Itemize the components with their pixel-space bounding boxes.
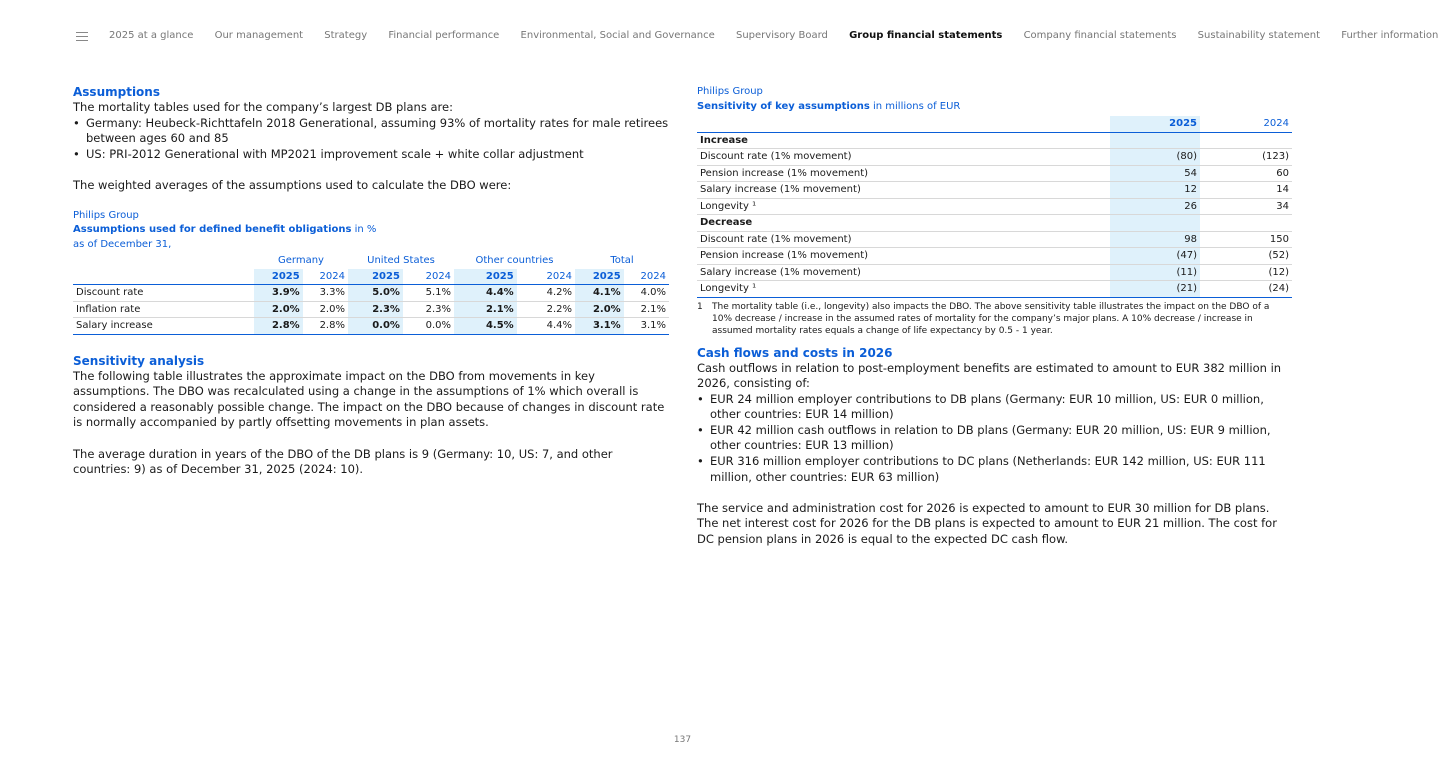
left-column <box>73 85 669 478</box>
group-header-germany: Germany <box>278 255 324 267</box>
table-row: Discount rate (1% movement) (80) (123) <box>697 149 1292 166</box>
list-item: • US: PRI-2012 Generational with MP2021 improvement scale + white collar adjustment <box>73 147 669 163</box>
list-item: • Germany: Heubeck-Richttafeln 2018 Generational, assuming 93% of mortality rates for male retirees between ages 60 and 85 <box>73 116 669 147</box>
nav-item-strategy[interactable]: Strategy <box>324 30 368 41</box>
nav-item-supervisory-board[interactable]: Supervisory Board <box>735 30 828 41</box>
table-row: Salary increase (1% movement) (11) (12) <box>697 264 1292 281</box>
year-header: 2024 <box>517 269 575 285</box>
weighted-averages-text: The weighted averages of the assumptions used to calculate the DBO were: <box>73 177 512 192</box>
footnote-text: The mortality table (i.e., longevity) also impacts the DBO. The above sensitivity table illustrates the impact on the DBO of a 10% decrease / increase in the assumed rates of mortality for the company’s major plans. A 10% decrease / increase in assumed mortality rates equals a change of life expectancy by 0.5 - 1 year. <box>712 301 1270 336</box>
nav-items <box>109 30 1456 41</box>
decrease-label: Decrease <box>697 215 1110 232</box>
year-header: 2024 <box>303 269 348 285</box>
right-column <box>697 85 1292 548</box>
cashflows-heading: Cash flows and costs in 2026 <box>697 345 893 360</box>
year-header: 2024 <box>1200 116 1292 132</box>
list-item: • EUR 316 million employer contributions to DC plans (Netherlands: EUR 142 million, US: EUR 111 million, other countries: EUR 63 million) <box>697 454 1292 485</box>
table-row: Inflation rate 2.0% 2.0% 2.3% 2.3% 2.1% 2.2% 2.0% 2.1% <box>73 301 669 318</box>
nav-item-sustainability-statement[interactable]: Sustainability statement <box>1197 30 1321 41</box>
table-row: Discount rate (1% movement) 98 150 <box>697 231 1292 248</box>
top-navigation <box>0 26 1439 50</box>
page-number: 137 <box>673 735 692 745</box>
year-header: 2024 <box>403 269 454 285</box>
year-header: 2025 <box>575 269 624 285</box>
year-header: 2025 <box>454 269 517 285</box>
assumptions-table <box>73 253 669 335</box>
cost-paragraph: The service and administration cost for 2026 is expected to amount to EUR 30 million for DB plans. The net interest cost for 2026 for the DB plans is expected to amount to EUR 21 million. The cost for DC pension plans in 2026 is equal to the expected DC cash flow. <box>697 500 1277 547</box>
assumptions-intro: The mortality tables used for the company’s largest DB plans are: <box>73 100 453 114</box>
list-item: • EUR 42 million cash outflows in relation to DB plans (Germany: EUR 20 million, US: EUR 9 million, other countries: EUR 13 million) <box>697 423 1292 454</box>
sensitivity-paragraph: The following table illustrates the approximate impact on the DBO from movements in key assumptions. The DBO was recalculated using a change in the assumptions of 1% which overall is considered a reasonably possible change. The impact on the DBO because of changes in discount rate is normally accompanied by partly offsetting movements in plan assets. <box>73 368 665 430</box>
table-footnote <box>697 301 1292 337</box>
table-subtitle: as of December 31, <box>73 238 172 250</box>
nav-item-at-a-glance[interactable]: 2025 at a glance <box>109 30 194 41</box>
table-title: Sensitivity of key assumptions in millions of EUR <box>697 100 961 112</box>
table-row: Pension increase (1% movement) (47) (52) <box>697 248 1292 265</box>
table-row: Longevity ¹ 26 34 <box>697 198 1292 215</box>
increase-label: Increase <box>697 132 1110 149</box>
group-header-us: United States <box>367 255 435 267</box>
group-header-total: Total <box>610 255 634 267</box>
sensitivity-heading: Sensitivity analysis <box>73 353 205 368</box>
table-row: Salary increase (1% movement) 12 14 <box>697 182 1292 199</box>
menu-icon[interactable] <box>76 32 88 42</box>
table-row: Longevity ¹ (21) (24) <box>697 281 1292 298</box>
table-group-label: Philips Group <box>73 209 139 221</box>
cashflows-intro: Cash outflows in relation to post-employment benefits are estimated to amount to EUR 382 million in 2026, consisting of: <box>697 360 1282 391</box>
year-header: 2025 <box>254 269 303 285</box>
year-header: 2024 <box>624 269 669 285</box>
section-row <box>697 215 1292 232</box>
nav-item-esg[interactable]: Environmental, Social and Governance <box>520 30 715 41</box>
assumptions-list <box>73 116 669 163</box>
table-row: Pension increase (1% movement) 54 60 <box>697 165 1292 182</box>
table-title: Assumptions used for defined benefit obligations in % <box>73 224 377 236</box>
cashflows-list <box>697 392 1292 486</box>
year-header: 2025 <box>1110 116 1200 132</box>
nav-item-group-financial-statements[interactable]: Group financial statements <box>849 30 1003 41</box>
list-item: • EUR 24 million employer contributions to DB plans (Germany: EUR 10 million, US: EUR 0 million, other countries: EUR 14 million) <box>697 392 1292 423</box>
nav-item-our-management[interactable]: Our management <box>214 30 304 41</box>
nav-item-further-information[interactable]: Further information <box>1341 30 1439 41</box>
assumptions-heading: Assumptions <box>73 85 160 99</box>
nav-item-company-financial-statements[interactable]: Company financial statements <box>1023 30 1177 41</box>
footnote-marker: 1 <box>697 301 703 312</box>
year-header: 2025 <box>348 269 403 285</box>
table-group-label: Philips Group <box>697 86 763 97</box>
group-header-other: Other countries <box>475 255 554 267</box>
sensitivity-table <box>697 116 1292 298</box>
table-row: Salary increase 2.8% 2.8% 0.0% 0.0% 4.5% 4.4% 3.1% 3.1% <box>73 318 669 335</box>
table-row: Discount rate 3.9% 3.3% 5.0% 5.1% 4.4% 4.2% 4.1% 4.0% <box>73 285 669 302</box>
duration-paragraph: The average duration in years of the DBO of the DB plans is 9 (Germany: 10, US: 7, and other countries: 9) as of December 31, 2025 (2024: 10). <box>73 446 613 477</box>
section-row <box>697 132 1292 149</box>
nav-item-financial-performance[interactable]: Financial performance <box>388 30 500 41</box>
